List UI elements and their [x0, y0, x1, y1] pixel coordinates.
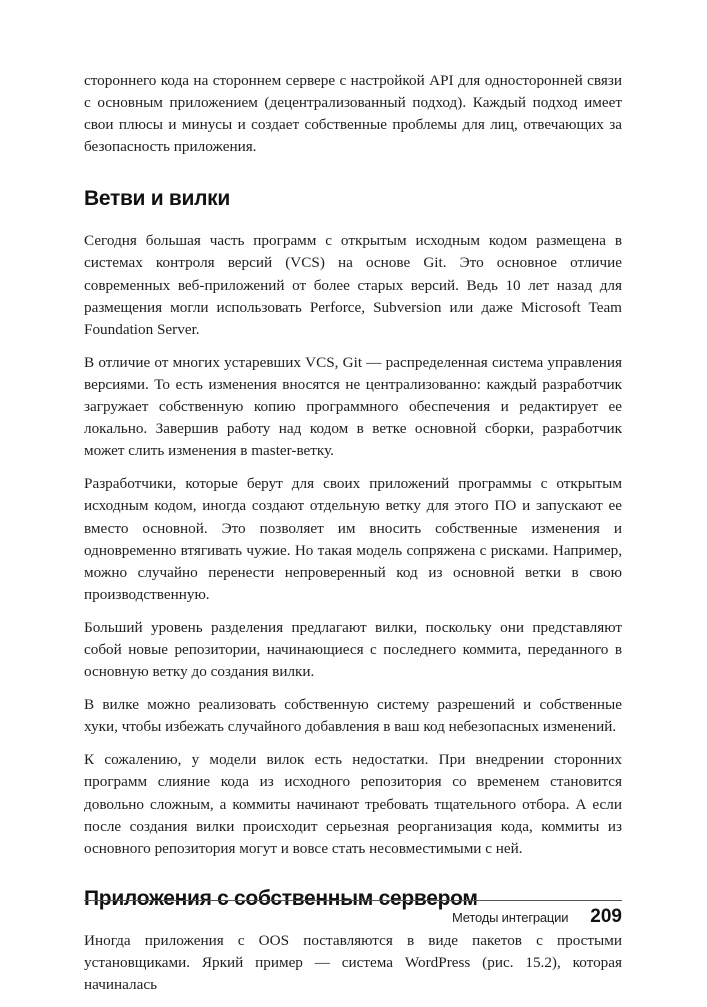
running-title: Методы интеграции [451, 910, 569, 925]
body-paragraph: Иногда приложения с OOS поставляются в виде пакетов с простыми установщиками. Яркий пример — система WordPress (рис. 15.2), которая начиналась [84, 931, 622, 993]
section-heading-self-hosted-apps: Приложения с собственным сервером [84, 886, 478, 910]
intro-paragraph: стороннего кода на стороннем сервере с настройкой API для односторонней связи с основным приложением (децентрализованный подход). Каждый подход имеет свои плюсы и минусы и создает собственные проблемы для лиц, отвечающих за безопасность приложения. [84, 72, 622, 156]
body-paragraph: В вилке можно реализовать собственную систему разрешений и собственные хуки, чтобы избежать случайного добавления в ваш код небезопасных изменений. [84, 696, 622, 736]
body-paragraph: Сегодня большая часть программ с открытым исходным кодом размещена в системах контроля версий (VCS) на основе Git. Это основное отличие современных веб-приложений от более старых версий. Ведь 10 лет назад для размещения могли использовать Perforce, Subversion или даже Microsoft Team Foundation Server. [84, 232, 622, 338]
footer-divider [84, 900, 622, 901]
page-footer [84, 906, 622, 928]
body-paragraph: Больший уровень разделения предлагают вилки, поскольку они представляют собой новые репозитории, начинающиеся с последнего коммита, переданного в основную ветку до создания вилки. [84, 618, 622, 681]
section-heading-branches-forks: Ветви и вилки [84, 187, 230, 211]
page-body [84, 70, 622, 1007]
body-paragraph: В отличие от многих устаревших VCS, Git — распределенная система управления версиями. То есть изменения вносятся не централизованно: каждый разработчик загружает собственную копию программного обеспечения и редактирует ее локально. Завершив работу над кодом в ветке основной сборки, разработчик может слить изменения в master-ветку. [84, 353, 622, 460]
body-paragraph: К сожалению, у модели вилок есть недостатки. При внедрении сторонних программ слияние кода из исходного репозитория со временем становится довольно сложным, а коммиты начинают требовать тщательного отбора. А если после создания вилки происходит серьезная реорганизация кода, коммиты из основного репозитория могут и вовсе стать несовместимыми с ней. [84, 751, 622, 857]
body-paragraph: Разработчики, которые берут для своих приложений программы с открытым исходным кодом, иногда создают отдельную ветку для этого ПО и запускают ее вместо основной. Это позволяет им вносить собственные изменения и одновременно втягивать чужие. Но такая модель сопряжена с рисками. Например, можно случайно перенести непроверенный код из основной ветки в свою производственную. [84, 475, 622, 603]
page-number: 209 [590, 906, 622, 927]
